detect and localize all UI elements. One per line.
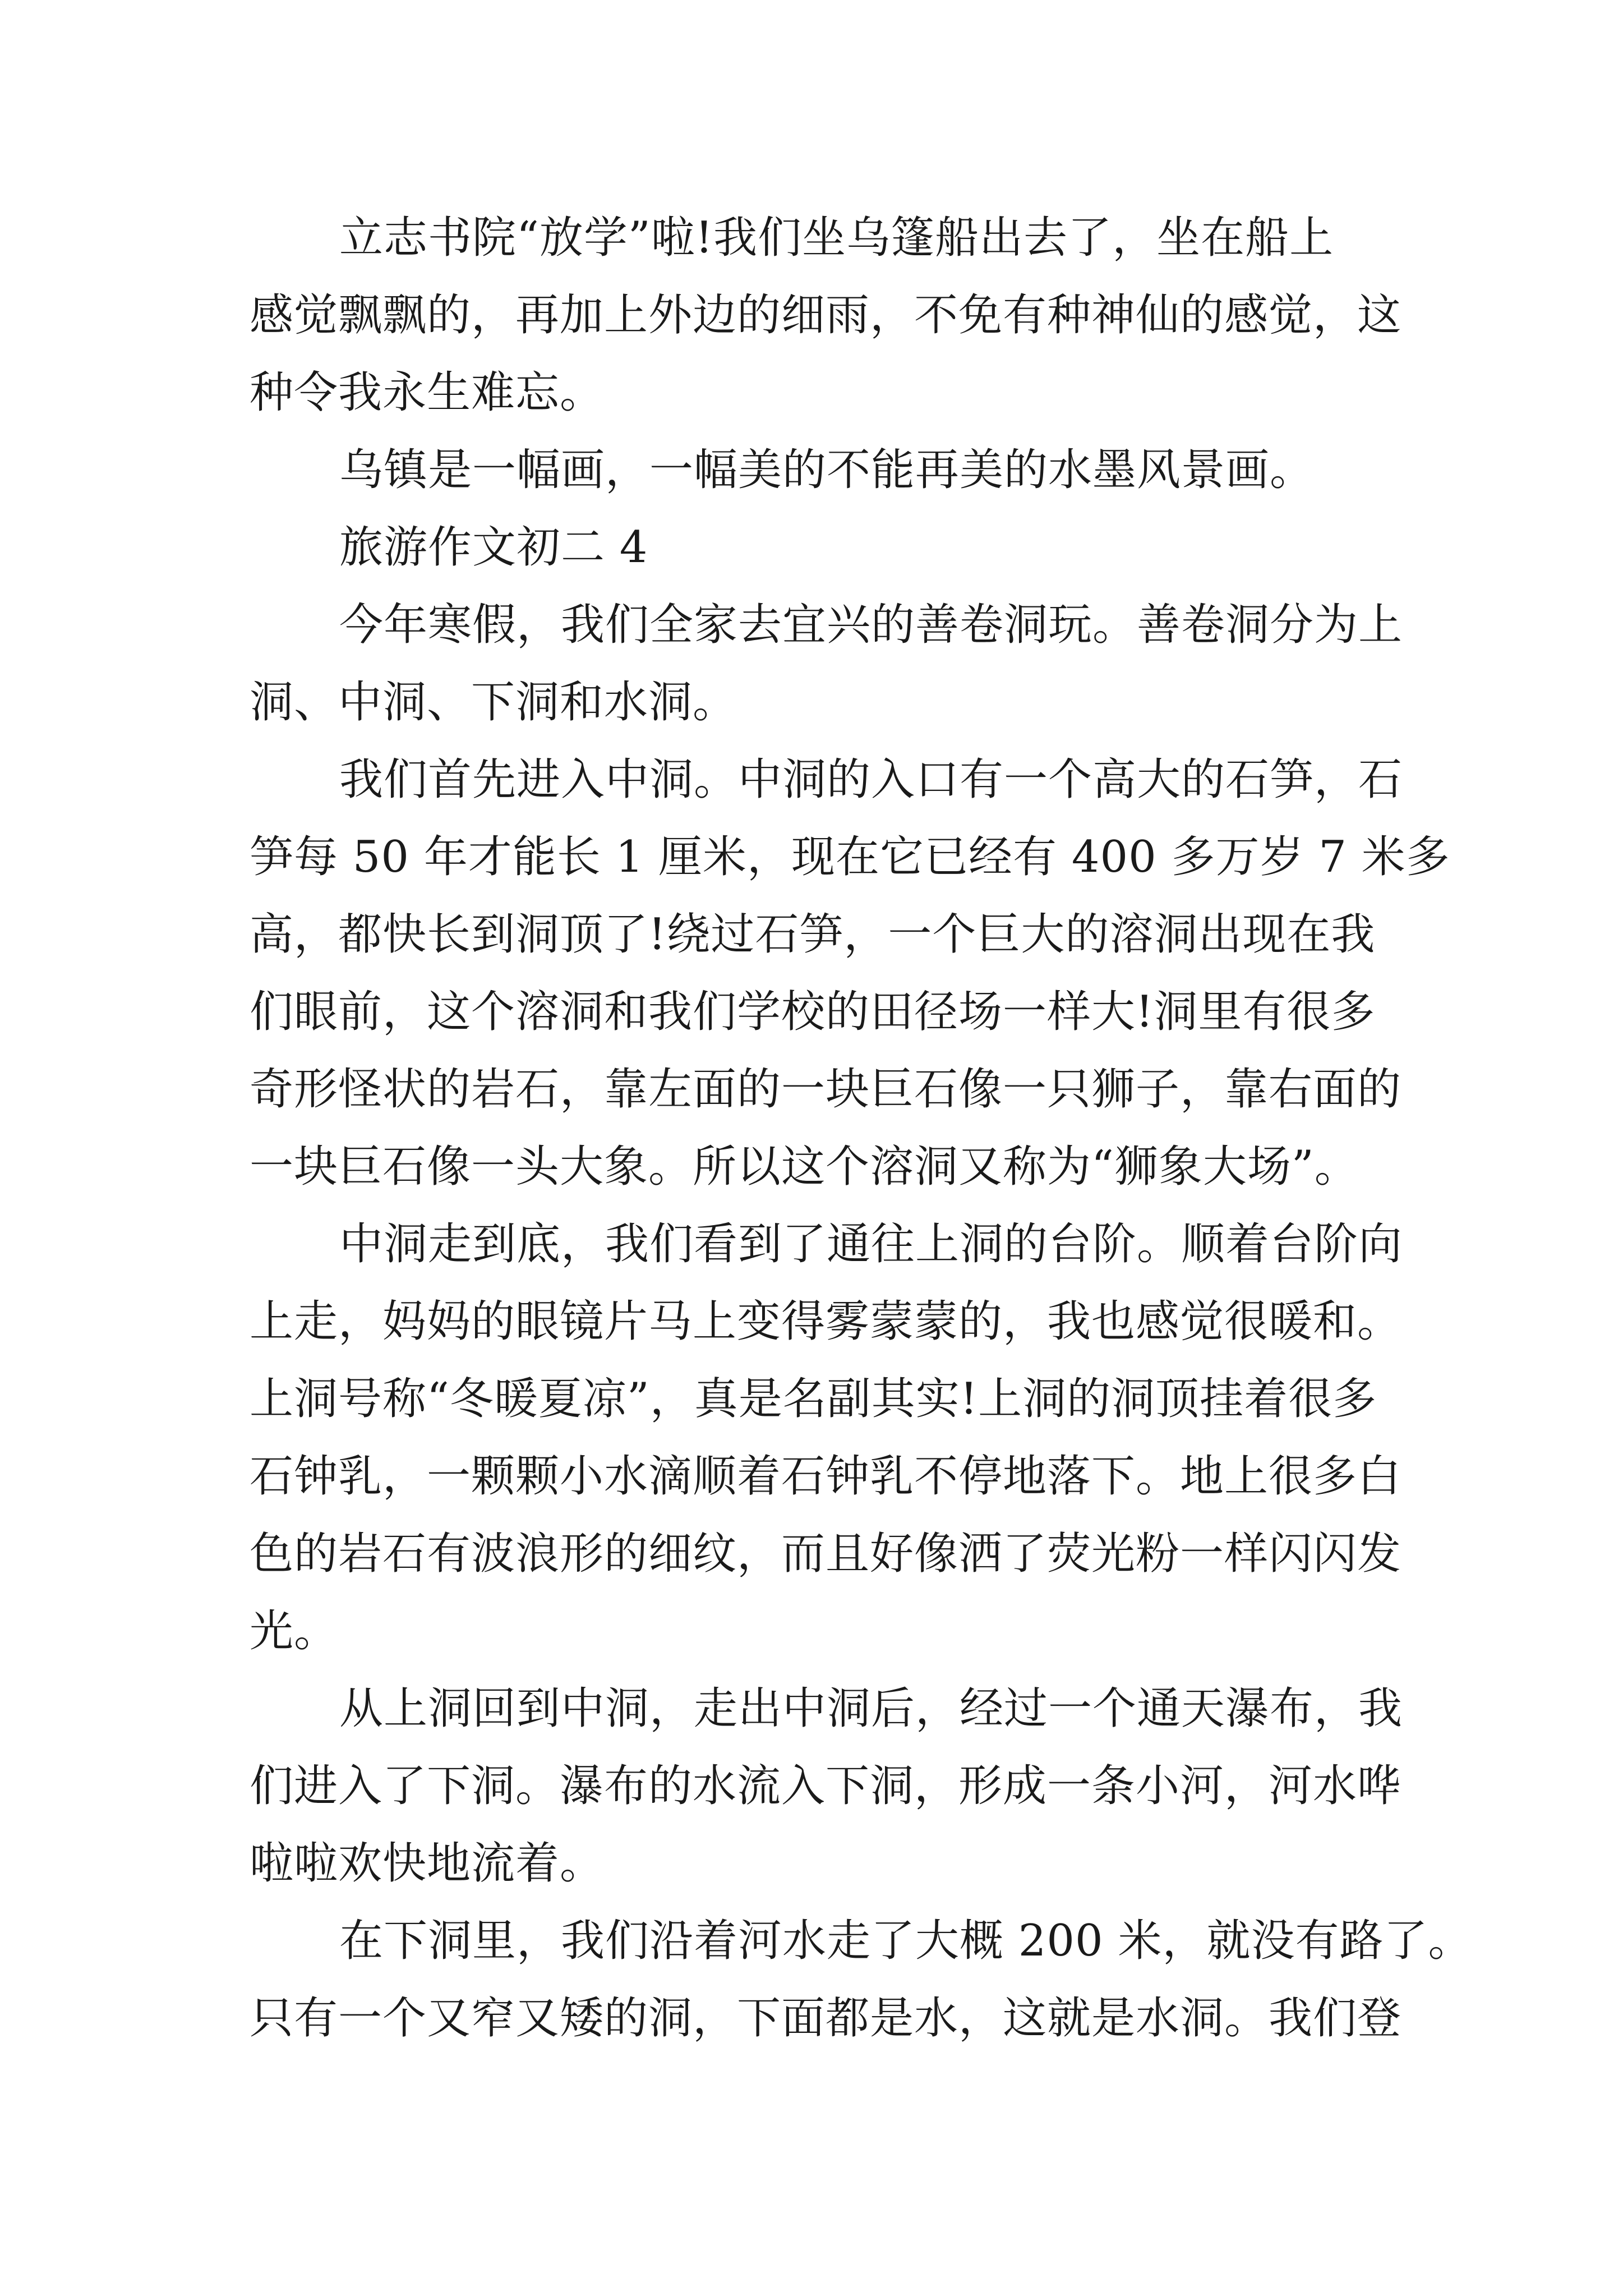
- text-line: 中洞走到底，我们看到了通往上洞的台阶。顺着台阶向: [339, 1219, 1403, 1269]
- text-line: 奇形怪状的岩石，靠左面的一块巨石像一只狮子，靠右面的: [250, 1064, 1402, 1115]
- text-line: 今年寒假，我们全家去宜兴的善卷洞玩。善卷洞分为上: [339, 600, 1403, 650]
- text-line: 种令我永生难忘。: [250, 367, 605, 418]
- text-line: 们进入了下洞。瀑布的水流入下洞，形成一条小河，河水哗: [250, 1761, 1402, 1811]
- text-line: 我们首先进入中洞。中洞的入口有一个高大的石笋，石: [339, 754, 1403, 805]
- essay-body: [250, 199, 1473, 2057]
- text-line: 光。: [250, 1606, 339, 1657]
- text-line: 立志书院“放学”啦!我们坐乌篷船出去了，坐在船上: [339, 213, 1334, 263]
- text-line: 在下洞里，我们沿着河水走了大概 200 米，就没有路了。: [339, 1916, 1473, 1966]
- text-line: 从上洞回到中洞，走出中洞后，经过一个通天瀑布，我: [339, 1683, 1403, 1734]
- text-line: 高，都快长到洞顶了!绕过石笋，一个巨大的溶洞出现在我: [250, 909, 1376, 960]
- text-line: 石钟乳，一颗颗小水滴顺着石钟乳不停地落下。地上很多白: [250, 1451, 1402, 1502]
- text-line: 色的岩石有波浪形的细纹，而且好像洒了荧光粉一样闪闪发: [250, 1529, 1402, 1579]
- text-line: 乌镇是一幅画，一幅美的不能再美的水墨风景画。: [339, 445, 1315, 495]
- text-line: 上洞号称“冬暖夏凉”，真是名副其实!上洞的洞顶挂着很多: [250, 1374, 1377, 1424]
- text-line: 一块巨石像一头大象。所以这个溶洞又称为“狮象大场”。: [250, 1142, 1359, 1192]
- text-line: 笋每 50 年才能长 1 厘米，现在它已经有 400 多万岁 7 米多: [250, 832, 1450, 882]
- text-line: 只有一个又窄又矮的洞，下面都是水，这就是水洞。我们登: [250, 1993, 1402, 2044]
- text-line: 上走，妈妈的眼镜片马上变得雾蒙蒙的，我也感觉很暖和。: [250, 1296, 1402, 1347]
- text-line: 们眼前，这个溶洞和我们学校的田径场一样大!洞里有很多: [250, 987, 1376, 1037]
- section-heading: 旅游作文初二 4: [339, 522, 648, 573]
- text-line: 洞、中洞、下洞和水洞。: [250, 677, 737, 728]
- text-line: 啦啦欢快地流着。: [250, 1838, 605, 1889]
- text-line: 感觉飘飘的，再加上外边的细雨，不免有种神仙的感觉，这: [250, 290, 1402, 341]
